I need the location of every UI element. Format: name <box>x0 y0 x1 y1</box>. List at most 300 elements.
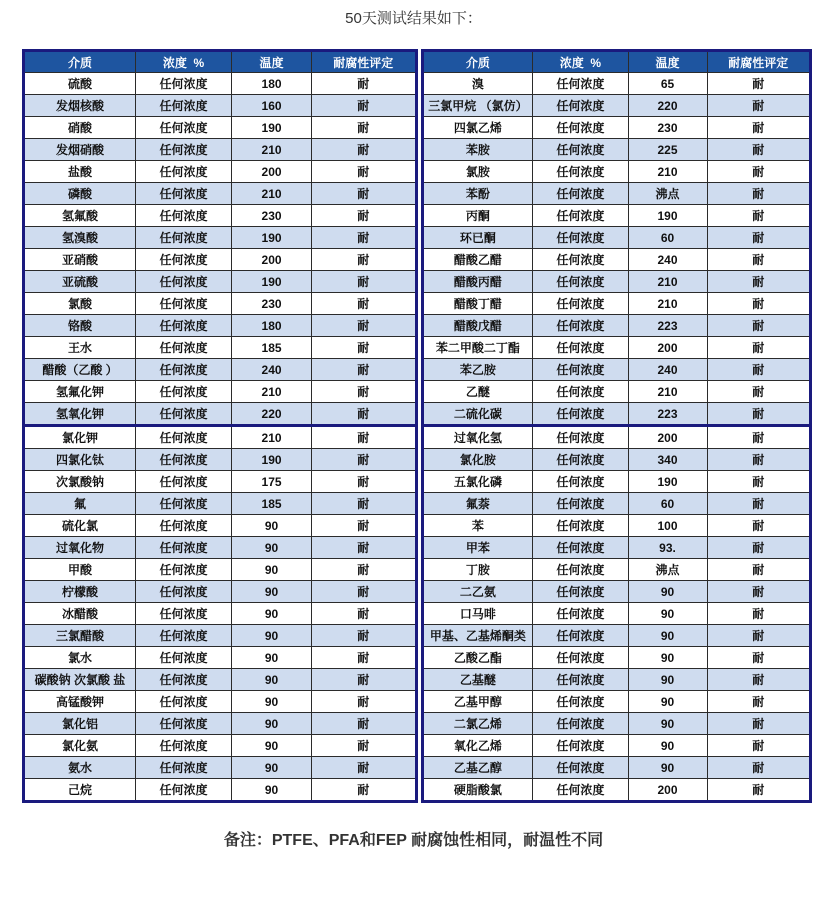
temperature-cell: 190 <box>232 271 312 293</box>
table-row <box>422 559 811 581</box>
table-row <box>24 559 417 581</box>
table-row <box>422 271 811 293</box>
medium-cell: 乙醚 <box>422 381 533 403</box>
concentration-cell: 任何浓度 <box>533 271 628 293</box>
table-row <box>422 647 811 669</box>
medium-cell: 口马啡 <box>422 603 533 625</box>
temperature-cell: 340 <box>628 449 707 471</box>
concentration-cell: 任何浓度 <box>533 293 628 315</box>
medium-cell: 三氯甲烷 （氯仿） <box>422 95 533 117</box>
rating-cell: 耐 <box>311 426 416 449</box>
header-row <box>24 51 417 73</box>
temperature-cell: 沸点 <box>628 559 707 581</box>
temperature-cell: 220 <box>628 95 707 117</box>
rating-cell: 耐 <box>707 227 811 249</box>
temperature-cell: 190 <box>232 227 312 249</box>
concentration-cell: 任何浓度 <box>533 471 628 493</box>
table-row <box>422 403 811 426</box>
table-row <box>422 713 811 735</box>
medium-cell: 过氧化氢 <box>422 426 533 449</box>
medium-cell: 苯胺 <box>422 139 533 161</box>
medium-cell: 亚硝酸 <box>24 249 136 271</box>
temperature-cell: 240 <box>232 359 312 381</box>
table-row <box>422 73 811 95</box>
concentration-cell: 任何浓度 <box>533 757 628 779</box>
table-row <box>422 139 811 161</box>
temperature-cell: 90 <box>232 779 312 802</box>
concentration-cell: 任何浓度 <box>533 713 628 735</box>
concentration-cell: 任何浓度 <box>135 625 231 647</box>
concentration-cell: 任何浓度 <box>135 647 231 669</box>
concentration-cell: 任何浓度 <box>533 337 628 359</box>
table-row <box>422 669 811 691</box>
table-row <box>24 271 417 293</box>
table-row <box>24 139 417 161</box>
table-row <box>422 293 811 315</box>
table-row <box>422 537 811 559</box>
table-row <box>422 449 811 471</box>
concentration-cell: 任何浓度 <box>533 493 628 515</box>
rating-cell: 耐 <box>707 515 811 537</box>
temperature-cell: 210 <box>628 161 707 183</box>
medium-cell: 氯酸 <box>24 293 136 315</box>
concentration-cell: 任何浓度 <box>135 359 231 381</box>
rating-cell: 耐 <box>311 713 416 735</box>
table-row <box>24 713 417 735</box>
rating-cell: 耐 <box>707 603 811 625</box>
concentration-cell: 任何浓度 <box>135 757 231 779</box>
table-row <box>422 205 811 227</box>
temperature-cell: 175 <box>232 471 312 493</box>
rating-cell: 耐 <box>707 293 811 315</box>
rating-cell: 耐 <box>311 581 416 603</box>
medium-cell: 过氧化物 <box>24 537 136 559</box>
rating-cell: 耐 <box>311 757 416 779</box>
concentration-cell: 任何浓度 <box>135 205 231 227</box>
concentration-cell: 任何浓度 <box>533 647 628 669</box>
temperature-cell: 沸点 <box>628 183 707 205</box>
temperature-cell: 210 <box>628 293 707 315</box>
medium-cell: 醋酸（乙酸 ） <box>24 359 136 381</box>
concentration-cell: 任何浓度 <box>135 669 231 691</box>
rating-cell: 耐 <box>311 73 416 95</box>
table-row <box>422 757 811 779</box>
temperature-cell: 223 <box>628 315 707 337</box>
medium-cell: 磷酸 <box>24 183 136 205</box>
medium-cell: 二硫化碳 <box>422 403 533 426</box>
table-row <box>422 603 811 625</box>
rating-cell: 耐 <box>311 735 416 757</box>
temperature-cell: 240 <box>628 359 707 381</box>
temperature-cell: 90 <box>628 691 707 713</box>
temperature-cell: 90 <box>232 691 312 713</box>
medium-cell: 苯酚 <box>422 183 533 205</box>
medium-cell: 硬脂酸氯 <box>422 779 533 802</box>
temperature-cell: 200 <box>628 337 707 359</box>
medium-cell: 王水 <box>24 337 136 359</box>
table-row <box>422 249 811 271</box>
rating-cell: 耐 <box>311 293 416 315</box>
rating-cell: 耐 <box>707 161 811 183</box>
rating-cell: 耐 <box>311 669 416 691</box>
medium-cell: 醋酸戊醋 <box>422 315 533 337</box>
table-row <box>24 293 417 315</box>
temperature-cell: 210 <box>628 271 707 293</box>
medium-cell: 氯化钾 <box>24 426 136 449</box>
table-row <box>24 691 417 713</box>
table-row <box>24 669 417 691</box>
medium-cell: 发烟核酸 <box>24 95 136 117</box>
rating-cell: 耐 <box>707 559 811 581</box>
medium-cell: 乙基乙醇 <box>422 757 533 779</box>
temperature-cell: 90 <box>628 669 707 691</box>
concentration-cell: 任何浓度 <box>135 403 231 426</box>
rating-cell: 耐 <box>311 95 416 117</box>
concentration-cell: 任何浓度 <box>533 139 628 161</box>
medium-cell: 乙酸乙酯 <box>422 647 533 669</box>
rating-cell: 耐 <box>707 337 811 359</box>
temperature-cell: 60 <box>628 227 707 249</box>
concentration-cell: 任何浓度 <box>533 603 628 625</box>
rating-cell: 耐 <box>707 271 811 293</box>
temperature-cell: 90 <box>232 537 312 559</box>
rating-cell: 耐 <box>311 315 416 337</box>
concentration-cell: 任何浓度 <box>135 735 231 757</box>
table-row <box>24 403 417 426</box>
rating-cell: 耐 <box>311 183 416 205</box>
rating-cell: 耐 <box>707 449 811 471</box>
table-row <box>422 95 811 117</box>
temperature-cell: 223 <box>628 403 707 426</box>
medium-cell: 四氯化钛 <box>24 449 136 471</box>
temperature-cell: 90 <box>232 559 312 581</box>
concentration-cell: 任何浓度 <box>135 139 231 161</box>
temperature-cell: 90 <box>628 713 707 735</box>
table-row <box>24 449 417 471</box>
medium-cell: 苯二甲酸二丁酯 <box>422 337 533 359</box>
temperature-cell: 200 <box>628 426 707 449</box>
temperature-cell: 210 <box>232 426 312 449</box>
medium-cell: 乙基醚 <box>422 669 533 691</box>
medium-cell: 溴 <box>422 73 533 95</box>
table-row <box>422 117 811 139</box>
concentration-cell: 任何浓度 <box>533 315 628 337</box>
rating-cell: 耐 <box>707 713 811 735</box>
concentration-cell: 任何浓度 <box>135 293 231 315</box>
rating-cell: 耐 <box>311 449 416 471</box>
results-tables-container <box>22 49 812 803</box>
rating-cell: 耐 <box>311 779 416 802</box>
medium-cell: 苯乙胺 <box>422 359 533 381</box>
rating-cell: 耐 <box>707 426 811 449</box>
rating-cell: 耐 <box>311 625 416 647</box>
temperature-cell: 230 <box>628 117 707 139</box>
medium-cell: 发烟硝酸 <box>24 139 136 161</box>
concentration-cell: 任何浓度 <box>533 581 628 603</box>
concentration-cell: 任何浓度 <box>533 779 628 802</box>
table-row <box>422 183 811 205</box>
temperature-cell: 90 <box>628 603 707 625</box>
temperature-cell: 180 <box>232 315 312 337</box>
temperature-cell: 190 <box>232 117 312 139</box>
medium-cell: 冰醋酸 <box>24 603 136 625</box>
medium-cell: 铬酸 <box>24 315 136 337</box>
table-row <box>24 205 417 227</box>
column-header-concentration-cell: 浓度 % <box>135 51 231 73</box>
column-header-temperature-cell: 温度 <box>628 51 707 73</box>
temperature-cell: 100 <box>628 515 707 537</box>
rating-cell: 耐 <box>707 647 811 669</box>
medium-cell: 柠檬酸 <box>24 581 136 603</box>
concentration-cell: 任何浓度 <box>533 381 628 403</box>
concentration-cell: 任何浓度 <box>533 449 628 471</box>
concentration-cell: 任何浓度 <box>135 249 231 271</box>
temperature-cell: 90 <box>232 757 312 779</box>
table-row <box>24 779 417 802</box>
temperature-cell: 90 <box>628 735 707 757</box>
medium-cell: 盐酸 <box>24 161 136 183</box>
concentration-cell: 任何浓度 <box>533 205 628 227</box>
rating-cell: 耐 <box>311 249 416 271</box>
table-row <box>422 426 811 449</box>
concentration-cell: 任何浓度 <box>135 713 231 735</box>
rating-cell: 耐 <box>707 183 811 205</box>
temperature-cell: 225 <box>628 139 707 161</box>
rating-cell: 耐 <box>707 315 811 337</box>
table-row <box>422 581 811 603</box>
medium-cell: 氯胺 <box>422 161 533 183</box>
medium-cell: 硝酸 <box>24 117 136 139</box>
medium-cell: 高锰酸钾 <box>24 691 136 713</box>
concentration-cell: 任何浓度 <box>533 735 628 757</box>
table-row <box>24 493 417 515</box>
concentration-cell: 任何浓度 <box>135 691 231 713</box>
medium-cell: 二氯乙烯 <box>422 713 533 735</box>
table-row <box>24 359 417 381</box>
concentration-cell: 任何浓度 <box>135 183 231 205</box>
temperature-cell: 90 <box>232 625 312 647</box>
temperature-cell: 160 <box>232 95 312 117</box>
table-row <box>422 315 811 337</box>
rating-cell: 耐 <box>311 537 416 559</box>
rating-cell: 耐 <box>311 227 416 249</box>
temperature-cell: 210 <box>232 139 312 161</box>
concentration-cell: 任何浓度 <box>135 95 231 117</box>
concentration-cell: 任何浓度 <box>135 315 231 337</box>
page-note: 备注：PTFE、PFA和FEP 耐腐蚀性相同，耐温性不同 <box>223 832 604 849</box>
table-row <box>24 249 417 271</box>
concentration-cell: 任何浓度 <box>135 559 231 581</box>
temperature-cell: 190 <box>628 205 707 227</box>
concentration-cell: 任何浓度 <box>533 426 628 449</box>
rating-cell: 耐 <box>707 117 811 139</box>
rating-cell: 耐 <box>707 669 811 691</box>
concentration-cell: 任何浓度 <box>533 515 628 537</box>
temperature-cell: 90 <box>232 603 312 625</box>
concentration-cell: 任何浓度 <box>533 691 628 713</box>
temperature-cell: 93. <box>628 537 707 559</box>
concentration-cell: 任何浓度 <box>135 227 231 249</box>
column-header-medium-cell: 介质 <box>422 51 533 73</box>
column-header-rating-cell: 耐腐性评定 <box>311 51 416 73</box>
table-row <box>24 381 417 403</box>
concentration-cell: 任何浓度 <box>135 603 231 625</box>
medium-cell: 氢溴酸 <box>24 227 136 249</box>
rating-cell: 耐 <box>707 381 811 403</box>
concentration-cell: 任何浓度 <box>533 537 628 559</box>
table-row <box>422 691 811 713</box>
rating-cell: 耐 <box>707 581 811 603</box>
medium-cell: 硫化氯 <box>24 515 136 537</box>
rating-cell: 耐 <box>311 205 416 227</box>
medium-cell: 氯化胺 <box>422 449 533 471</box>
table-row <box>24 337 417 359</box>
concentration-cell: 任何浓度 <box>533 161 628 183</box>
rating-cell: 耐 <box>311 559 416 581</box>
medium-cell: 二乙氨 <box>422 581 533 603</box>
concentration-cell: 任何浓度 <box>533 403 628 426</box>
medium-cell: 氯化铝 <box>24 713 136 735</box>
rating-cell: 耐 <box>707 493 811 515</box>
left-results-table <box>22 49 418 803</box>
medium-cell: 醋酸丙醋 <box>422 271 533 293</box>
concentration-cell: 任何浓度 <box>135 161 231 183</box>
medium-cell: 氧化乙烯 <box>422 735 533 757</box>
table-row <box>24 603 417 625</box>
table-row <box>422 625 811 647</box>
medium-cell: 氟萘 <box>422 493 533 515</box>
table-row <box>24 117 417 139</box>
column-header-rating-cell: 耐腐性评定 <box>707 51 811 73</box>
concentration-cell: 任何浓度 <box>135 493 231 515</box>
header-row <box>422 51 811 73</box>
rating-cell: 耐 <box>311 493 416 515</box>
medium-cell: 甲酸 <box>24 559 136 581</box>
medium-cell: 乙基甲醇 <box>422 691 533 713</box>
table-row <box>24 515 417 537</box>
concentration-cell: 任何浓度 <box>533 625 628 647</box>
table-row <box>24 471 417 493</box>
table-row <box>24 95 417 117</box>
temperature-cell: 240 <box>628 249 707 271</box>
rating-cell: 耐 <box>311 139 416 161</box>
medium-cell: 氟 <box>24 493 136 515</box>
temperature-cell: 200 <box>628 779 707 802</box>
table-row <box>24 227 417 249</box>
rating-cell: 耐 <box>707 73 811 95</box>
table-row <box>422 515 811 537</box>
temperature-cell: 90 <box>628 647 707 669</box>
table-row <box>422 779 811 802</box>
temperature-cell: 90 <box>232 735 312 757</box>
concentration-cell: 任何浓度 <box>135 73 231 95</box>
rating-cell: 耐 <box>311 647 416 669</box>
rating-cell: 耐 <box>311 691 416 713</box>
table-row <box>24 625 417 647</box>
temperature-cell: 190 <box>232 449 312 471</box>
temperature-cell: 90 <box>232 515 312 537</box>
table-row <box>422 381 811 403</box>
rating-cell: 耐 <box>311 117 416 139</box>
concentration-cell: 任何浓度 <box>533 183 628 205</box>
table-row <box>422 359 811 381</box>
concentration-cell: 任何浓度 <box>135 537 231 559</box>
medium-cell: 氯化氨 <box>24 735 136 757</box>
medium-cell: 醋酸丁醋 <box>422 293 533 315</box>
concentration-cell: 任何浓度 <box>135 381 231 403</box>
rating-cell: 耐 <box>707 537 811 559</box>
rating-cell: 耐 <box>311 161 416 183</box>
temperature-cell: 90 <box>628 581 707 603</box>
medium-cell: 硫酸 <box>24 73 136 95</box>
rating-cell: 耐 <box>311 515 416 537</box>
table-row <box>24 315 417 337</box>
concentration-cell: 任何浓度 <box>533 227 628 249</box>
medium-cell: 丙酮 <box>422 205 533 227</box>
medium-cell: 碳酸钠 次氯酸 盐 <box>24 669 136 691</box>
page-title: 50天测试结果如下： <box>345 10 482 27</box>
table-row <box>422 493 811 515</box>
rating-cell: 耐 <box>707 403 811 426</box>
temperature-cell: 90 <box>232 647 312 669</box>
medium-cell: 氢氟化钾 <box>24 381 136 403</box>
concentration-cell: 任何浓度 <box>533 559 628 581</box>
table-row <box>24 581 417 603</box>
temperature-cell: 210 <box>628 381 707 403</box>
rating-cell: 耐 <box>707 779 811 802</box>
medium-cell: 环已酮 <box>422 227 533 249</box>
rating-cell: 耐 <box>311 603 416 625</box>
table-row <box>422 735 811 757</box>
concentration-cell: 任何浓度 <box>135 515 231 537</box>
medium-cell: 亚硫酸 <box>24 271 136 293</box>
temperature-cell: 60 <box>628 493 707 515</box>
concentration-cell: 任何浓度 <box>135 581 231 603</box>
medium-cell: 甲苯 <box>422 537 533 559</box>
table-row <box>422 161 811 183</box>
table-row <box>24 183 417 205</box>
temperature-cell: 190 <box>628 471 707 493</box>
rating-cell: 耐 <box>707 139 811 161</box>
medium-cell: 氯水 <box>24 647 136 669</box>
rating-cell: 耐 <box>707 735 811 757</box>
rating-cell: 耐 <box>311 271 416 293</box>
medium-cell: 苯 <box>422 515 533 537</box>
rating-cell: 耐 <box>311 471 416 493</box>
table-row <box>422 337 811 359</box>
concentration-cell: 任何浓度 <box>533 95 628 117</box>
rating-cell: 耐 <box>707 95 811 117</box>
temperature-cell: 210 <box>232 183 312 205</box>
rating-cell: 耐 <box>707 359 811 381</box>
medium-cell: 己烷 <box>24 779 136 802</box>
rating-cell: 耐 <box>311 403 416 426</box>
rating-cell: 耐 <box>707 691 811 713</box>
temperature-cell: 90 <box>232 713 312 735</box>
medium-cell: 丁胺 <box>422 559 533 581</box>
temperature-cell: 180 <box>232 73 312 95</box>
table-row <box>24 161 417 183</box>
table-row <box>24 757 417 779</box>
rating-cell: 耐 <box>311 359 416 381</box>
concentration-cell: 任何浓度 <box>533 249 628 271</box>
medium-cell: 氢氧化钾 <box>24 403 136 426</box>
rating-cell: 耐 <box>707 471 811 493</box>
concentration-cell: 任何浓度 <box>533 359 628 381</box>
medium-cell: 氢氟酸 <box>24 205 136 227</box>
table-row <box>24 426 417 449</box>
rating-cell: 耐 <box>707 249 811 271</box>
